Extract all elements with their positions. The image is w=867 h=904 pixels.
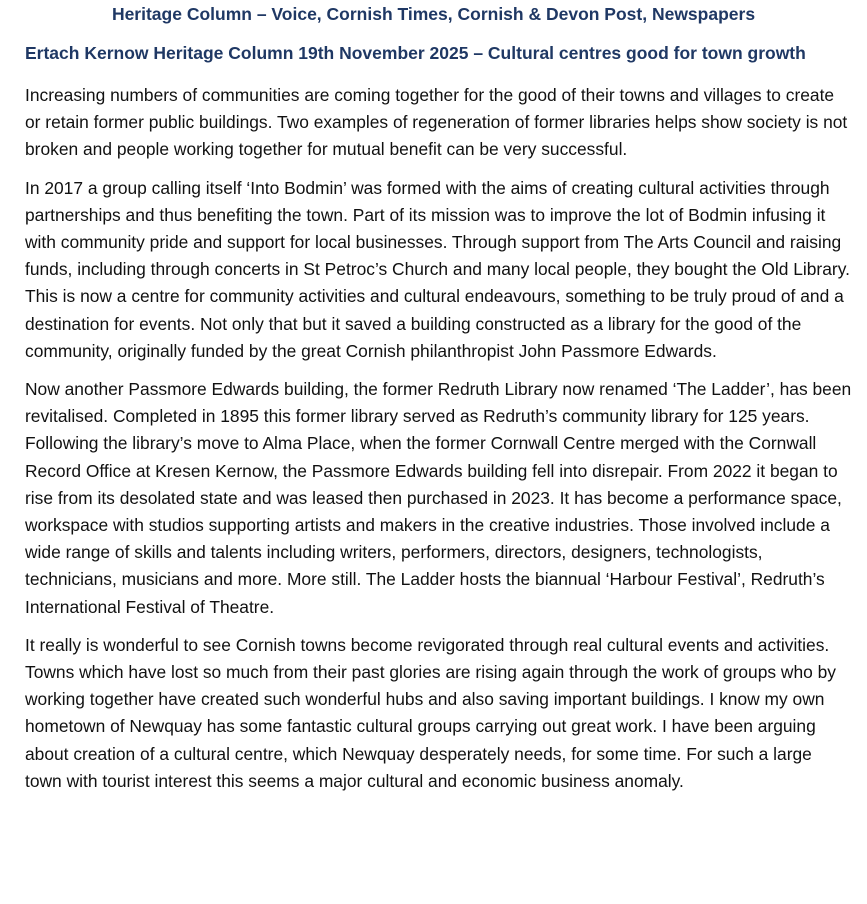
article-paragraph-4: It really is wonderful to see Cornish towns become revigorated through real cultural events and activities. Towns which have lost so much from their past glories are rising again through the work of groups who by working together have created such wonderful hubs and also saving important buildings. I know my own hometown of Newquay has some fantastic cultural groups carrying out great work. I have been arguing about creation of a cultural centre, which Newquay desperately needs, for some time. For such a large town with tourist interest this seems a major cultural and economic business anomaly. (25, 634, 836, 791)
article-paragraph-2: In 2017 a group calling itself ‘Into Bodmin’ was formed with the aims of creating cultural activities through partnerships and thus benefiting the town. Part of its mission was to improve the lot of Bodmin infusing it with community pride and support for local businesses. Through support from The Arts Council and raising funds, including through concerts in St Petroc’s Church and many local people, they bought the Old Library. This is now a centre for community activities and cultural endeavours, something to be truly proud of and a destination for events. Not only that but it saved a building constructed as a library for the good of the community, originally funded by the great Cornish philanthropist John Passmore Edwards. (25, 177, 850, 361)
article-body (25, 82, 853, 806)
article-paragraph-3: Now another Passmore Edwards building, the former Redruth Library now renamed ‘The Ladder’, has been revitalised. Completed in 1895 this former library served as Redruth’s community library for 125 years. Following the library’s move to Alma Place, when the former Cornwall Centre merged with the Cornwall Record Office at Kresen Kernow, the Passmore Edwards building fell into disrepair. From 2022 it began to rise from its desolated state and was leased then purchased in 2023. It has become a performance space, workspace with studios supporting artists and makers in the creative industries. Those involved include a wide range of skills and talents including writers, performers, directors, designers, technologists, technicians, musicians and more. More still. The Ladder hosts the biannual ‘Harbour Festival’, Redruth’s International Festival of Theatre. (25, 379, 852, 617)
article-headline: Ertach Kernow Heritage Column 19th November 2025 – Cultural centres good for town growth (25, 43, 806, 63)
column-title: Heritage Column – Voice, Cornish Times, Cornish & Devon Post, Newspapers (111, 4, 756, 24)
article-paragraph-1: Increasing numbers of communities are coming together for the good of their towns and villages to create or retain former public buildings. Two examples of regeneration of former libraries helps show society is not broken and people working together for mutual benefit can be very successful. (25, 85, 848, 160)
